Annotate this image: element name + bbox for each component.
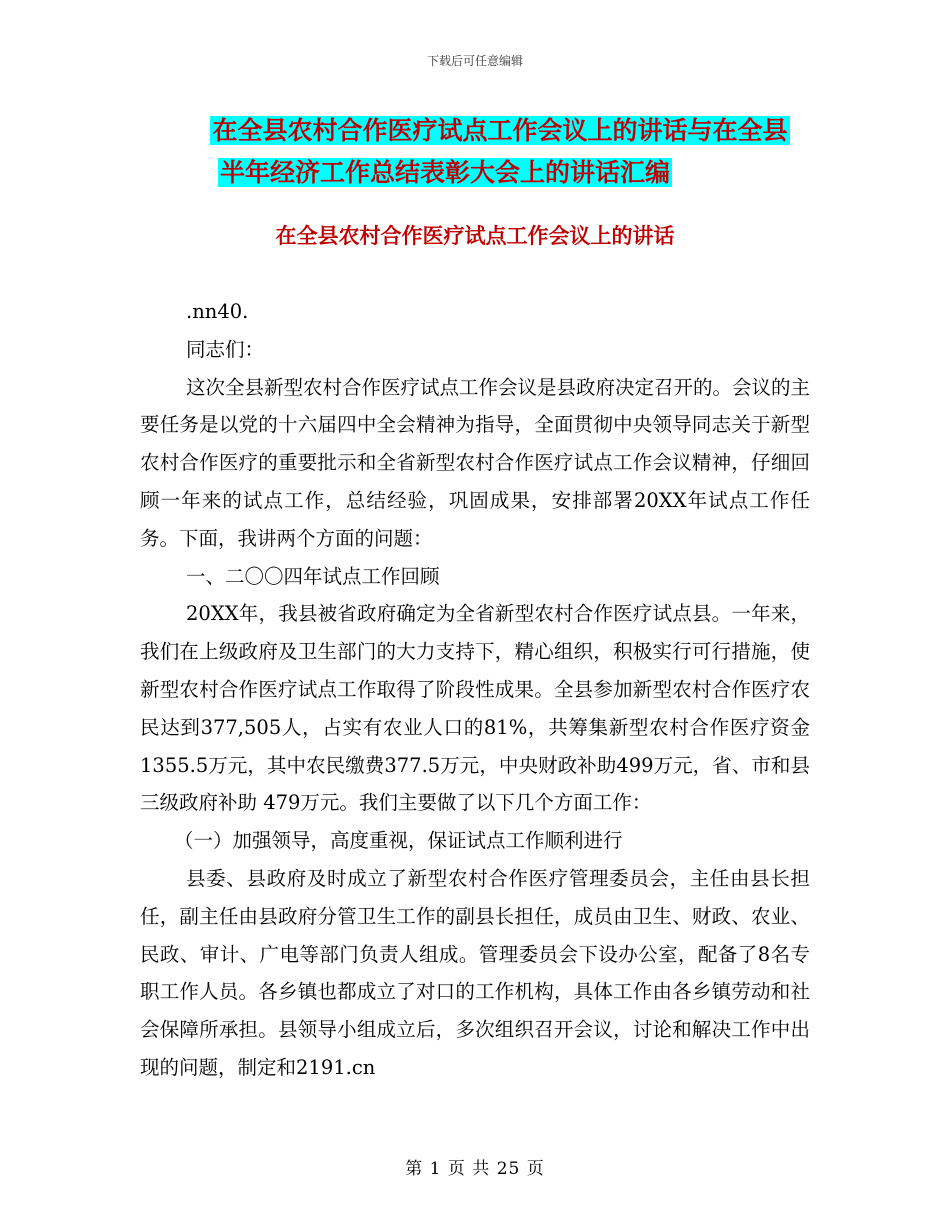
paragraph-salutation: 同志们： bbox=[186, 337, 265, 361]
section-title: 在全县农村合作医疗试点工作会议上的讲话 bbox=[275, 224, 675, 248]
page-footer: 第 1 页 共 25 页 bbox=[405, 1159, 545, 1179]
document-title bbox=[0, 110, 950, 194]
paragraph-leadership: 县委、县政府及时成立了新型农村合作医疗管理委员会，主任由县长担任，副主任由县政府分管卫生工作的副县长担任，成员由卫生、财政、农业、民政、审计、广电等部门负责人组成。管理委员会下设办公室，配备了8名专职工作人员。各乡镇也都成立了对口的工作机构，具体工作由各乡镇劳动和社会保障所承担。县领导小组成立后，多次组织召开会议，讨论和解决工作中出现的问题，制定和2191.cn bbox=[140, 866, 810, 1079]
paragraph-intro: 这次全县新型农村合作医疗试点工作会议是县政府决定召开的。会议的主要任务是以党的十六届四中全会精神为指导，全面贯彻中央领导同志关于新型农村合作医疗的重要批示和全省新型农村合作医疗试点工作会议精神，仔细回顾一年来的试点工作，总结经验，巩固成果，安排部署20XX年试点工作任务。下面，我讲两个方面的问题： bbox=[140, 375, 811, 550]
paragraph-review: 20XX年，我县被省政府确定为全省新型农村合作医疗试点县。一年来，我们在上级政府及卫生部门的大力支持下，精心组织，积极实行可行措施，使新型农村合作医疗试点工作取得了阶段性成果。全县参加新型农村合作医疗农民达到377,505人，占实有农业人口的81%，共筹集新型农村合作医疗资金1355.5万元，其中农民缴费377.5万元，中央财政补助499万元，省、市和县三级政府补助 479万元。我们主要做了以下几个方面工作： bbox=[140, 602, 810, 815]
paragraph-code: .nn40. bbox=[186, 300, 249, 323]
title-line-1-text: 在全县农村合作医疗试点工作会议上的讲话与在全县 bbox=[212, 116, 788, 145]
header-note: 下载后可任意编辑 bbox=[426, 54, 523, 68]
title-line-2-text: 半年经济工作总结表彰大会上的讲话汇编 bbox=[219, 158, 670, 187]
title-line-2 bbox=[0, 152, 950, 194]
paragraph-heading-1: 一、二〇〇四年试点工作回顾 bbox=[186, 564, 440, 588]
title-line-1 bbox=[0, 110, 950, 152]
document-body bbox=[140, 293, 810, 1087]
paragraph-heading-1-1: （一）加强领导，高度重视，保证试点工作顺利进行 bbox=[174, 829, 623, 853]
